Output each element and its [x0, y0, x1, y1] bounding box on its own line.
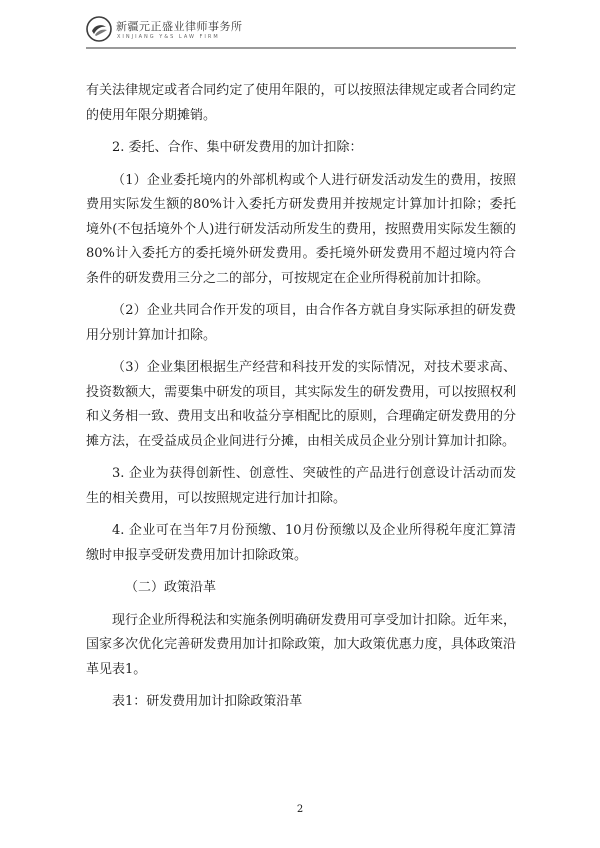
page-number: 2	[296, 804, 304, 815]
section-heading-entrusted-rd: 2. 委托、合作、集中研发费用的加计扣除：	[112, 140, 363, 155]
paragraph-cooperative: （2）企业共同合作开发的项目，由合作各方就自身实际承担的研发费用分别计算加计扣除。	[86, 303, 516, 343]
table-caption: 表1：研发费用加计扣除政策沿革	[112, 694, 303, 709]
header-divider	[86, 47, 516, 49]
paragraph-group-rd: （3）企业集团根据生产经营和科技开发的实际情况，对技术要求高、投资数额大，需要集中研发的项目，其实际发生的研发费用，可以按照权利和义务相一致、费用支出和收益分享相配比的原则，合理确定研发费用的分摊方法，在受益成员企业间进行分摊，由相关成员企业分别计算加计扣除。	[86, 360, 516, 449]
document-body	[86, 79, 516, 715]
paragraph-creative-design: 3. 企业为获得创新性、创意性、突破性的产品进行创意设计活动而发生的相关费用，可以按照规定进行加计扣除。	[86, 466, 516, 506]
firm-name-cn: 新疆元正盛业律师事务所	[116, 20, 243, 33]
paragraph-prepayment: 4. 企业可在当年7月份预缴、10月份预缴以及企业所得税年度汇算清缴时申报享受研发费用加计扣除政策。	[86, 523, 516, 563]
paragraph-amortization: 有关法律规定或者合同约定了使用年限的，可以按照法律规定或者合同约定的使用年限分期摊销。	[86, 83, 516, 123]
page-header	[86, 14, 516, 48]
paragraph-entrusted: （1）企业委托境内的外部机构或个人进行研发活动发生的费用，按照费用实际发生额的80%计入委托方研发费用并按规定计算加计扣除；委托境外(不包括境外个人)进行研发活动所发生的费用，按照费用实际发生额的80%计入委托方的委托境外研发费用。委托境外研发费用不超过境内符合条件的研发费用三分之二的部分，可按规定在企业所得税前加计扣除。	[86, 172, 516, 286]
section-heading-policy-history: （二）政策沿革	[125, 580, 217, 595]
firm-name-en: XINJIANG Y&S LAW FIRM	[117, 34, 220, 40]
paragraph-policy-intro: 现行企业所得税法和实施条例明确研发费用可享受加计扣除。近年来，国家多次优化完善研发费用加计扣除政策，加大政策优惠力度，具体政策沿革见表1。	[86, 612, 516, 677]
firm-logo-icon	[86, 16, 112, 42]
